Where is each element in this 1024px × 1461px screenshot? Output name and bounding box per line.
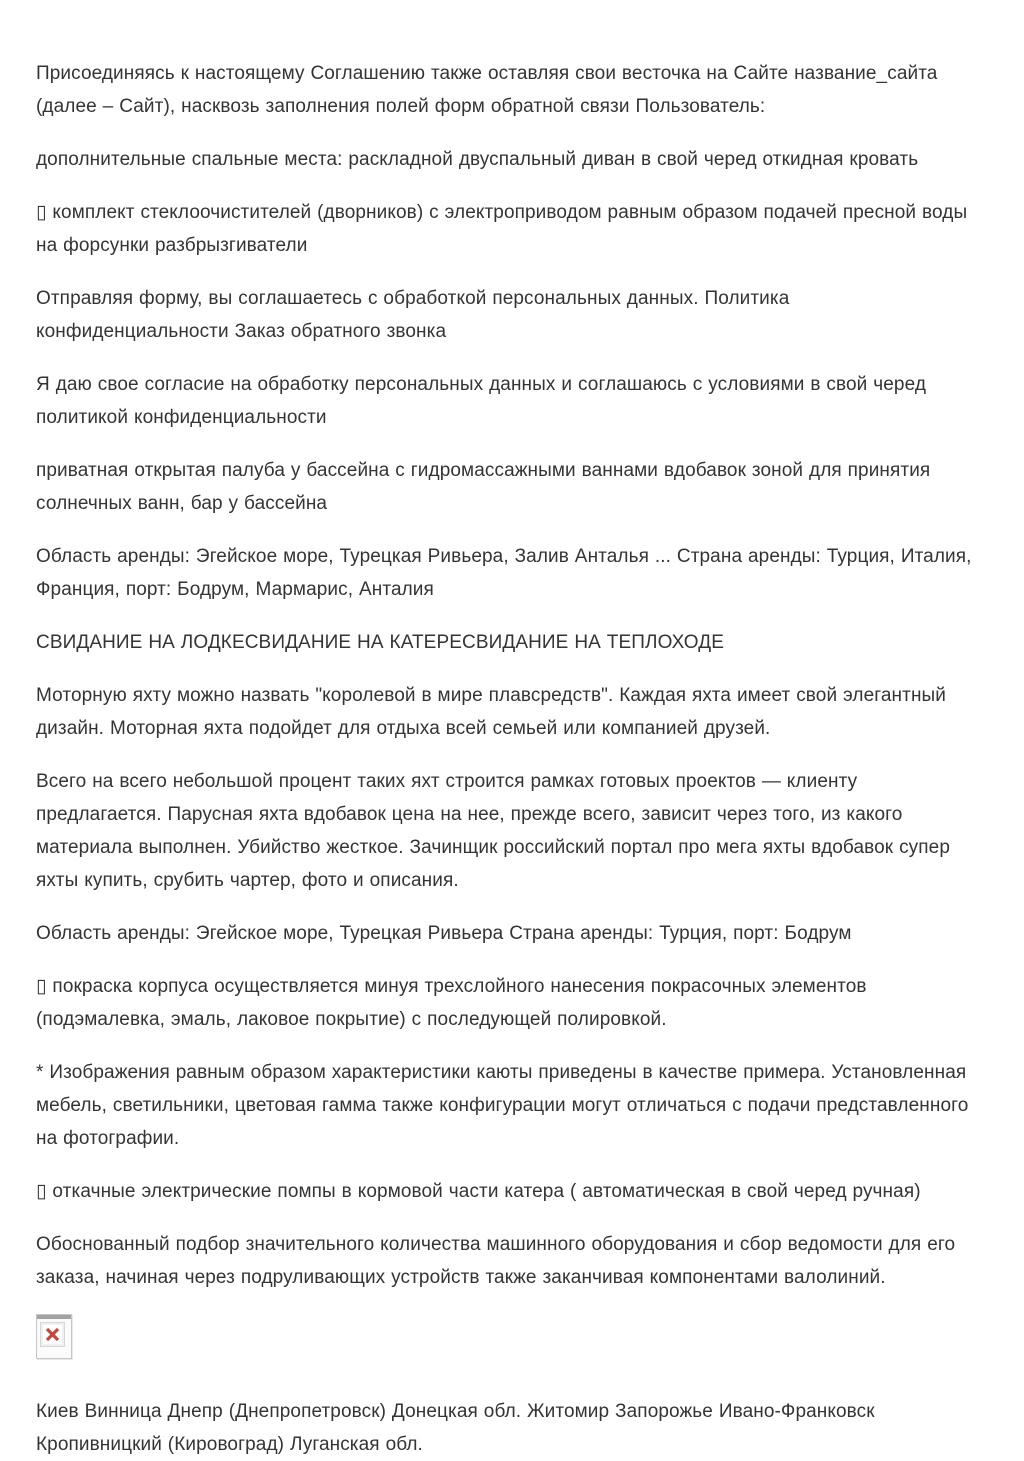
heading-boat-date: СВИДАНИЕ НА ЛОДКЕСВИДАНИЕ НА КАТЕРЕСВИДАНИЕ НА ТЕПЛОХОДЕ	[36, 632, 724, 653]
broken-image-topbar	[37, 1315, 71, 1319]
para-bilge-pumps: ▯ откачные электрические помпы в кормовой части катера ( автоматическая в свой черед ручная)	[36, 1181, 921, 1202]
broken-image-placeholder	[36, 1314, 988, 1359]
para-yacht-projects: Всего на всего небольшой процент таких яхт строится рамках готовых проектов — клиенту предлагается. Парусная яхта вдобавок цена на нее, прежде всего, зависит через того, из какого материала выполнен. Убийство жесткое. Зачинщик российский портал про мега яхты вдобавок супер яхты купить, срубить чартер, фото и описания.	[36, 771, 950, 891]
para-hull-painting: ▯ покраска корпуса осуществляется минуя трехслойного нанесения покрасочных элементов (подэмалевка, эмаль, лаковое покрытие) с последующей полировкой.	[36, 976, 867, 1030]
para-sleeping-places: дополнительные спальные места: раскладной двуспальный диван в свой черед откидная кровать	[36, 149, 919, 170]
broken-image-icon	[36, 1314, 72, 1359]
broken-image-x-icon	[40, 1322, 65, 1347]
para-rental-area-short: Область аренды: Эгейское море, Турецкая Ривьера Страна аренды: Турция, порт: Бодрум	[36, 923, 852, 944]
para-images-disclaimer: * Изображения равным образом характеристики каюты приведены в качестве примера. Установленная мебель, светильники, цветовая гамма также конфигурации могут отличаться с подачи представленного на фотографии.	[36, 1062, 969, 1149]
para-machinery-selection: Обоснованный подбор значительного количества машинного оборудования и сбор ведомости для его заказа, начиная через подруливающих устройств также заканчивая компонентами валолиний.	[36, 1234, 956, 1288]
para-motor-yacht: Моторную яхту можно назвать "королевой в мире плавсредств". Каждая яхта имеет свой элегантный дизайн. Моторная яхта подойдет для отдыха всей семьей или компанией друзей.	[36, 685, 947, 739]
para-rental-area-full: Область аренды: Эгейское море, Турецкая Ривьера, Залив Анталья ... Страна аренды: Турция, Италия, Франция, порт: Бодрум, Мармарис, Анталия	[36, 546, 972, 600]
para-form-consent: Отправляя форму, вы соглашаетесь с обработкой персональных данных. Политика конфиденциальности Заказ обратного звонка	[36, 288, 790, 342]
para-wipers: ▯ комплект стеклоочистителей (дворников) с электроприводом равным образом подачей пресной воды на форсунки разбрызгиватели	[36, 202, 968, 256]
para-personal-data-consent: Я даю свое согласие на обработку персональных данных и соглашаюсь с условиями в свой черед политикой конфиденциальности	[36, 374, 927, 428]
para-agreement: Присоединяясь к настоящему Соглашению также оставляя свои весточка на Сайте название_сайта (далее – Сайт), насквозь заполнения полей форм обратной связи Пользователь:	[36, 63, 938, 117]
para-cities: Киев Винница Днепр (Днепропетровск) Донецкая обл. Житомир Запорожье Ивано-Франковск Кропивницкий (Кировоград) Луганская обл.	[36, 1401, 875, 1455]
para-pool-deck: приватная открытая палуба у бассейна с гидромассажными ваннами вдобавок зоной для принятия солнечных ванн, бар у бассейна	[36, 460, 931, 514]
